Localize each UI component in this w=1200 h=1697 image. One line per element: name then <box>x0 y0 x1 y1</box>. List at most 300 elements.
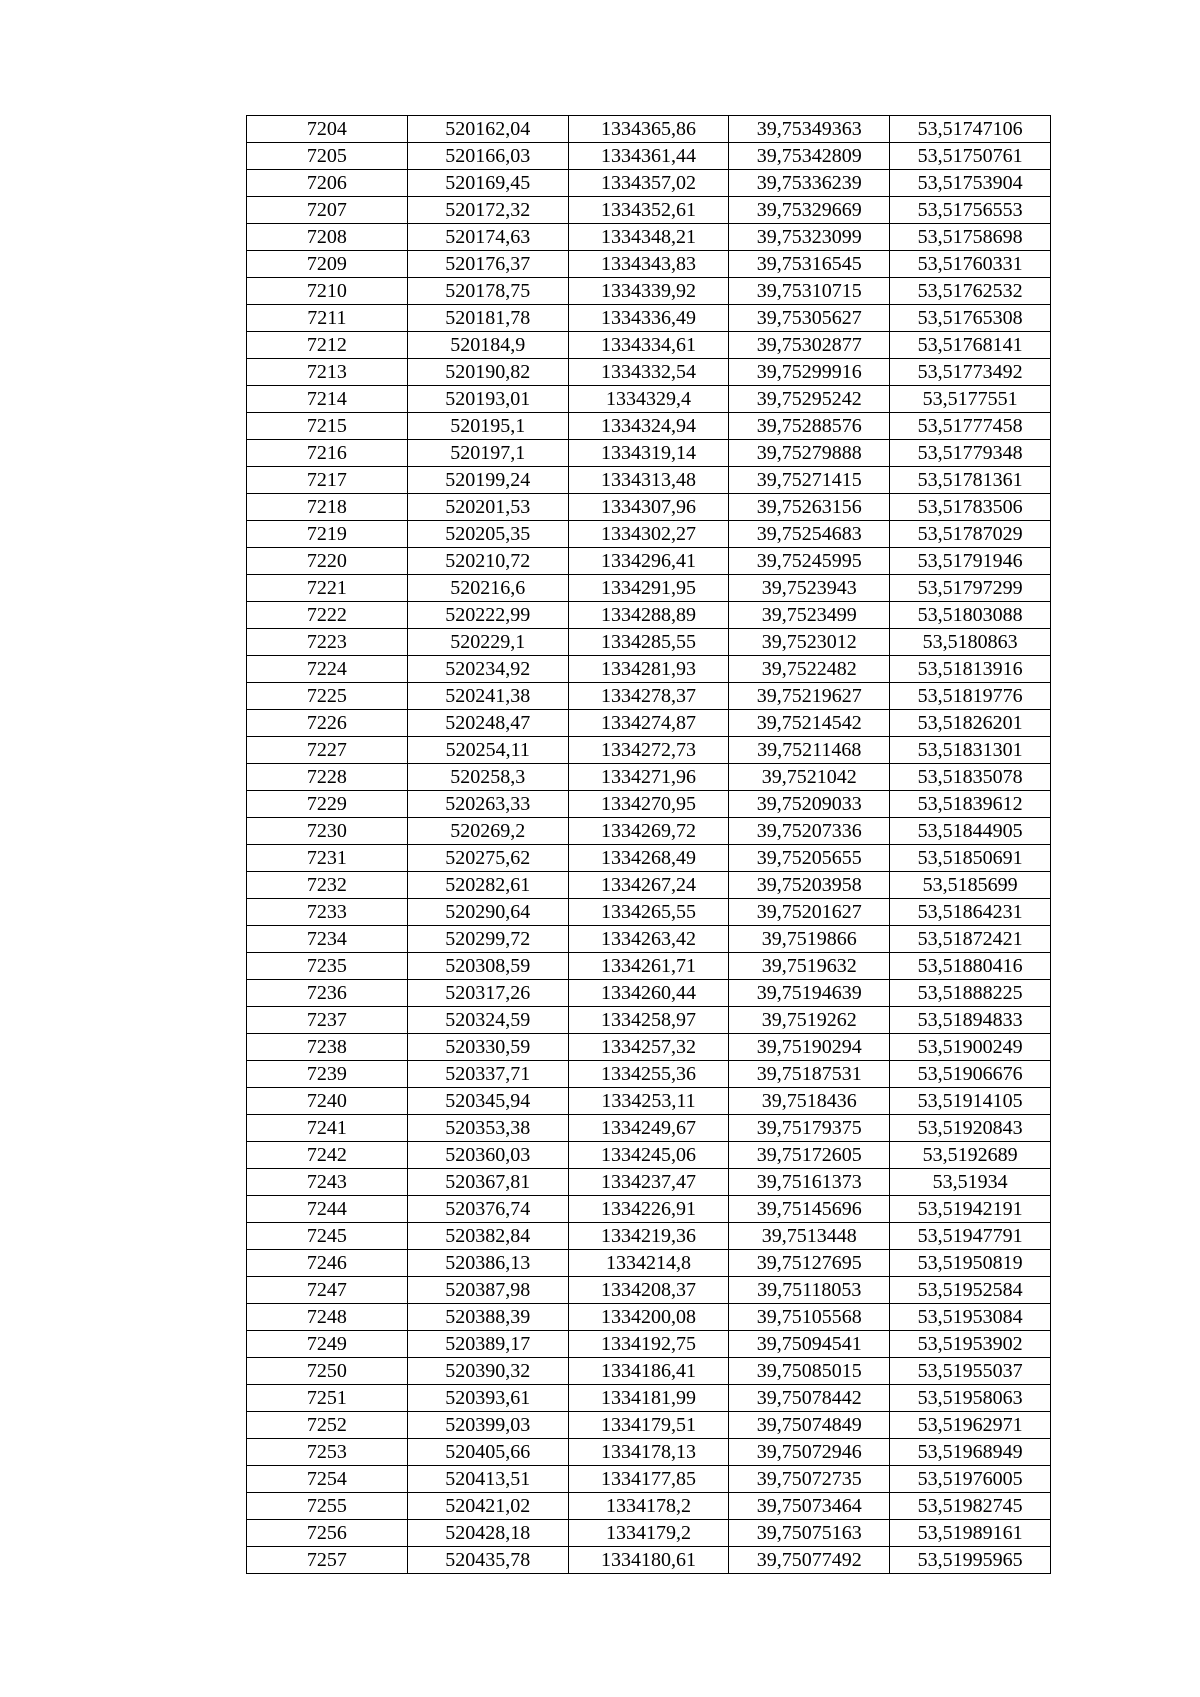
table-row <box>247 872 1051 899</box>
latitude-cell: 53,51844905 <box>890 818 1051 845</box>
longitude-cell: 39,75299916 <box>729 359 890 386</box>
x-coordinate-cell: 520393,61 <box>407 1385 568 1412</box>
table-row <box>247 413 1051 440</box>
table-row <box>247 305 1051 332</box>
point-number-cell: 7252 <box>247 1412 408 1439</box>
point-number-cell: 7218 <box>247 494 408 521</box>
longitude-cell: 39,75349363 <box>729 116 890 143</box>
latitude-cell: 53,51947791 <box>890 1223 1051 1250</box>
y-coordinate-cell: 1334265,55 <box>568 899 729 926</box>
point-number-cell: 7219 <box>247 521 408 548</box>
point-number-cell: 7231 <box>247 845 408 872</box>
longitude-cell: 39,75072735 <box>729 1466 890 1493</box>
x-coordinate-cell: 520353,38 <box>407 1115 568 1142</box>
y-coordinate-cell: 1334268,49 <box>568 845 729 872</box>
longitude-cell: 39,75214542 <box>729 710 890 737</box>
latitude-cell: 53,51906676 <box>890 1061 1051 1088</box>
table-row <box>247 1331 1051 1358</box>
x-coordinate-cell: 520405,66 <box>407 1439 568 1466</box>
latitude-cell: 53,51750761 <box>890 143 1051 170</box>
longitude-cell: 39,75201627 <box>729 899 890 926</box>
table-row <box>247 683 1051 710</box>
longitude-cell: 39,7523943 <box>729 575 890 602</box>
latitude-cell: 53,51813916 <box>890 656 1051 683</box>
table-row <box>247 440 1051 467</box>
x-coordinate-cell: 520205,35 <box>407 521 568 548</box>
y-coordinate-cell: 1334208,37 <box>568 1277 729 1304</box>
table-row <box>247 1412 1051 1439</box>
latitude-cell: 53,5185699 <box>890 872 1051 899</box>
latitude-cell: 53,51880416 <box>890 953 1051 980</box>
point-number-cell: 7242 <box>247 1142 408 1169</box>
point-number-cell: 7247 <box>247 1277 408 1304</box>
y-coordinate-cell: 1334178,2 <box>568 1493 729 1520</box>
longitude-cell: 39,75205655 <box>729 845 890 872</box>
latitude-cell: 53,51942191 <box>890 1196 1051 1223</box>
table-row <box>247 278 1051 305</box>
y-coordinate-cell: 1334249,67 <box>568 1115 729 1142</box>
point-number-cell: 7229 <box>247 791 408 818</box>
y-coordinate-cell: 1334237,47 <box>568 1169 729 1196</box>
y-coordinate-cell: 1334219,36 <box>568 1223 729 1250</box>
latitude-cell: 53,51962971 <box>890 1412 1051 1439</box>
y-coordinate-cell: 1334177,85 <box>568 1466 729 1493</box>
point-number-cell: 7248 <box>247 1304 408 1331</box>
longitude-cell: 39,7522482 <box>729 656 890 683</box>
table-row <box>247 548 1051 575</box>
y-coordinate-cell: 1334257,32 <box>568 1034 729 1061</box>
x-coordinate-cell: 520308,59 <box>407 953 568 980</box>
point-number-cell: 7234 <box>247 926 408 953</box>
latitude-cell: 53,51989161 <box>890 1520 1051 1547</box>
x-coordinate-cell: 520367,81 <box>407 1169 568 1196</box>
longitude-cell: 39,75085015 <box>729 1358 890 1385</box>
latitude-cell: 53,51777458 <box>890 413 1051 440</box>
latitude-cell: 53,51762532 <box>890 278 1051 305</box>
y-coordinate-cell: 1334361,44 <box>568 143 729 170</box>
table-row <box>247 1115 1051 1142</box>
x-coordinate-cell: 520275,62 <box>407 845 568 872</box>
latitude-cell: 53,51995965 <box>890 1547 1051 1574</box>
table-row <box>247 467 1051 494</box>
latitude-cell: 53,5177551 <box>890 386 1051 413</box>
table-row <box>247 899 1051 926</box>
x-coordinate-cell: 520435,78 <box>407 1547 568 1574</box>
x-coordinate-cell: 520199,24 <box>407 467 568 494</box>
y-coordinate-cell: 1334307,96 <box>568 494 729 521</box>
latitude-cell: 53,51753904 <box>890 170 1051 197</box>
latitude-cell: 53,51982745 <box>890 1493 1051 1520</box>
x-coordinate-cell: 520386,13 <box>407 1250 568 1277</box>
longitude-cell: 39,75295242 <box>729 386 890 413</box>
table-row <box>247 1277 1051 1304</box>
x-coordinate-cell: 520330,59 <box>407 1034 568 1061</box>
point-number-cell: 7206 <box>247 170 408 197</box>
longitude-cell: 39,75105568 <box>729 1304 890 1331</box>
x-coordinate-cell: 520399,03 <box>407 1412 568 1439</box>
latitude-cell: 53,51934 <box>890 1169 1051 1196</box>
y-coordinate-cell: 1334334,61 <box>568 332 729 359</box>
table-row <box>247 251 1051 278</box>
x-coordinate-cell: 520169,45 <box>407 170 568 197</box>
x-coordinate-cell: 520234,92 <box>407 656 568 683</box>
table-row <box>247 656 1051 683</box>
point-number-cell: 7233 <box>247 899 408 926</box>
table-row <box>247 791 1051 818</box>
point-number-cell: 7211 <box>247 305 408 332</box>
point-number-cell: 7226 <box>247 710 408 737</box>
table-row <box>247 494 1051 521</box>
y-coordinate-cell: 1334329,4 <box>568 386 729 413</box>
y-coordinate-cell: 1334270,95 <box>568 791 729 818</box>
longitude-cell: 39,75245995 <box>729 548 890 575</box>
latitude-cell: 53,51803088 <box>890 602 1051 629</box>
longitude-cell: 39,75203958 <box>729 872 890 899</box>
longitude-cell: 39,7519632 <box>729 953 890 980</box>
longitude-cell: 39,7519866 <box>729 926 890 953</box>
longitude-cell: 39,75078442 <box>729 1385 890 1412</box>
y-coordinate-cell: 1334271,96 <box>568 764 729 791</box>
table-row <box>247 575 1051 602</box>
latitude-cell: 53,51872421 <box>890 926 1051 953</box>
x-coordinate-cell: 520382,84 <box>407 1223 568 1250</box>
longitude-cell: 39,75323099 <box>729 224 890 251</box>
point-number-cell: 7208 <box>247 224 408 251</box>
longitude-cell: 39,75207336 <box>729 818 890 845</box>
table-row <box>247 1196 1051 1223</box>
y-coordinate-cell: 1334302,27 <box>568 521 729 548</box>
table-row <box>247 953 1051 980</box>
point-number-cell: 7251 <box>247 1385 408 1412</box>
x-coordinate-cell: 520345,94 <box>407 1088 568 1115</box>
x-coordinate-cell: 520413,51 <box>407 1466 568 1493</box>
point-number-cell: 7246 <box>247 1250 408 1277</box>
latitude-cell: 53,5192689 <box>890 1142 1051 1169</box>
longitude-cell: 39,75074849 <box>729 1412 890 1439</box>
table-row <box>247 1250 1051 1277</box>
latitude-cell: 53,51797299 <box>890 575 1051 602</box>
point-number-cell: 7209 <box>247 251 408 278</box>
longitude-cell: 39,75094541 <box>729 1331 890 1358</box>
table-row <box>247 737 1051 764</box>
longitude-cell: 39,75336239 <box>729 170 890 197</box>
point-number-cell: 7213 <box>247 359 408 386</box>
longitude-cell: 39,75075163 <box>729 1520 890 1547</box>
table-row <box>247 1439 1051 1466</box>
y-coordinate-cell: 1334263,42 <box>568 926 729 953</box>
latitude-cell: 53,51747106 <box>890 116 1051 143</box>
point-number-cell: 7243 <box>247 1169 408 1196</box>
longitude-cell: 39,7523499 <box>729 602 890 629</box>
point-number-cell: 7249 <box>247 1331 408 1358</box>
coordinates-table <box>246 115 1051 1574</box>
point-number-cell: 7228 <box>247 764 408 791</box>
x-coordinate-cell: 520390,32 <box>407 1358 568 1385</box>
longitude-cell: 39,75279888 <box>729 440 890 467</box>
y-coordinate-cell: 1334296,41 <box>568 548 729 575</box>
latitude-cell: 53,51779348 <box>890 440 1051 467</box>
longitude-cell: 39,75342809 <box>729 143 890 170</box>
table-row <box>247 1169 1051 1196</box>
latitude-cell: 53,51831301 <box>890 737 1051 764</box>
y-coordinate-cell: 1334365,86 <box>568 116 729 143</box>
longitude-cell: 39,75077492 <box>729 1547 890 1574</box>
latitude-cell: 53,51835078 <box>890 764 1051 791</box>
longitude-cell: 39,75263156 <box>729 494 890 521</box>
point-number-cell: 7217 <box>247 467 408 494</box>
latitude-cell: 53,51914105 <box>890 1088 1051 1115</box>
y-coordinate-cell: 1334278,37 <box>568 683 729 710</box>
x-coordinate-cell: 520290,64 <box>407 899 568 926</box>
x-coordinate-cell: 520178,75 <box>407 278 568 305</box>
point-number-cell: 7210 <box>247 278 408 305</box>
x-coordinate-cell: 520216,6 <box>407 575 568 602</box>
x-coordinate-cell: 520428,18 <box>407 1520 568 1547</box>
table-row <box>247 818 1051 845</box>
y-coordinate-cell: 1334348,21 <box>568 224 729 251</box>
x-coordinate-cell: 520181,78 <box>407 305 568 332</box>
latitude-cell: 53,51768141 <box>890 332 1051 359</box>
latitude-cell: 53,51953902 <box>890 1331 1051 1358</box>
point-number-cell: 7235 <box>247 953 408 980</box>
y-coordinate-cell: 1334357,02 <box>568 170 729 197</box>
longitude-cell: 39,7513448 <box>729 1223 890 1250</box>
y-coordinate-cell: 1334261,71 <box>568 953 729 980</box>
longitude-cell: 39,75310715 <box>729 278 890 305</box>
longitude-cell: 39,75072946 <box>729 1439 890 1466</box>
point-number-cell: 7237 <box>247 1007 408 1034</box>
table-row <box>247 170 1051 197</box>
point-number-cell: 7230 <box>247 818 408 845</box>
latitude-cell: 53,51952584 <box>890 1277 1051 1304</box>
x-coordinate-cell: 520162,04 <box>407 116 568 143</box>
y-coordinate-cell: 1334313,48 <box>568 467 729 494</box>
point-number-cell: 7238 <box>247 1034 408 1061</box>
point-number-cell: 7227 <box>247 737 408 764</box>
longitude-cell: 39,75172605 <box>729 1142 890 1169</box>
x-coordinate-cell: 520195,1 <box>407 413 568 440</box>
latitude-cell: 53,51756553 <box>890 197 1051 224</box>
y-coordinate-cell: 1334192,75 <box>568 1331 729 1358</box>
coordinates-table-body <box>247 116 1051 1574</box>
y-coordinate-cell: 1334186,41 <box>568 1358 729 1385</box>
longitude-cell: 39,75209033 <box>729 791 890 818</box>
table-row <box>247 1493 1051 1520</box>
point-number-cell: 7224 <box>247 656 408 683</box>
point-number-cell: 7255 <box>247 1493 408 1520</box>
longitude-cell: 39,75316545 <box>729 251 890 278</box>
longitude-cell: 39,75288576 <box>729 413 890 440</box>
table-row <box>247 845 1051 872</box>
table-row <box>247 1358 1051 1385</box>
table-row <box>247 1088 1051 1115</box>
y-coordinate-cell: 1334255,36 <box>568 1061 729 1088</box>
x-coordinate-cell: 520210,72 <box>407 548 568 575</box>
latitude-cell: 53,51864231 <box>890 899 1051 926</box>
longitude-cell: 39,75179375 <box>729 1115 890 1142</box>
table-row <box>247 602 1051 629</box>
latitude-cell: 53,51950819 <box>890 1250 1051 1277</box>
point-number-cell: 7216 <box>247 440 408 467</box>
latitude-cell: 53,51888225 <box>890 980 1051 1007</box>
y-coordinate-cell: 1334339,92 <box>568 278 729 305</box>
longitude-cell: 39,75194639 <box>729 980 890 1007</box>
longitude-cell: 39,75190294 <box>729 1034 890 1061</box>
table-row <box>247 332 1051 359</box>
point-number-cell: 7207 <box>247 197 408 224</box>
point-number-cell: 7236 <box>247 980 408 1007</box>
x-coordinate-cell: 520299,72 <box>407 926 568 953</box>
x-coordinate-cell: 520387,98 <box>407 1277 568 1304</box>
point-number-cell: 7222 <box>247 602 408 629</box>
point-number-cell: 7245 <box>247 1223 408 1250</box>
latitude-cell: 53,51839612 <box>890 791 1051 818</box>
point-number-cell: 7254 <box>247 1466 408 1493</box>
x-coordinate-cell: 520337,71 <box>407 1061 568 1088</box>
latitude-cell: 53,51958063 <box>890 1385 1051 1412</box>
point-number-cell: 7220 <box>247 548 408 575</box>
longitude-cell: 39,75271415 <box>729 467 890 494</box>
latitude-cell: 53,51765308 <box>890 305 1051 332</box>
x-coordinate-cell: 520241,38 <box>407 683 568 710</box>
longitude-cell: 39,75254683 <box>729 521 890 548</box>
y-coordinate-cell: 1334245,06 <box>568 1142 729 1169</box>
y-coordinate-cell: 1334253,11 <box>568 1088 729 1115</box>
x-coordinate-cell: 520176,37 <box>407 251 568 278</box>
latitude-cell: 53,51968949 <box>890 1439 1051 1466</box>
table-row <box>247 224 1051 251</box>
x-coordinate-cell: 520360,03 <box>407 1142 568 1169</box>
latitude-cell: 53,51819776 <box>890 683 1051 710</box>
longitude-cell: 39,75305627 <box>729 305 890 332</box>
x-coordinate-cell: 520174,63 <box>407 224 568 251</box>
longitude-cell: 39,75118053 <box>729 1277 890 1304</box>
y-coordinate-cell: 1334260,44 <box>568 980 729 1007</box>
x-coordinate-cell: 520166,03 <box>407 143 568 170</box>
x-coordinate-cell: 520389,17 <box>407 1331 568 1358</box>
y-coordinate-cell: 1334179,51 <box>568 1412 729 1439</box>
x-coordinate-cell: 520184,9 <box>407 332 568 359</box>
longitude-cell: 39,75219627 <box>729 683 890 710</box>
x-coordinate-cell: 520254,11 <box>407 737 568 764</box>
y-coordinate-cell: 1334200,08 <box>568 1304 729 1331</box>
x-coordinate-cell: 520269,2 <box>407 818 568 845</box>
point-number-cell: 7225 <box>247 683 408 710</box>
y-coordinate-cell: 1334336,49 <box>568 305 729 332</box>
point-number-cell: 7240 <box>247 1088 408 1115</box>
latitude-cell: 53,51787029 <box>890 521 1051 548</box>
y-coordinate-cell: 1334214,8 <box>568 1250 729 1277</box>
x-coordinate-cell: 520282,61 <box>407 872 568 899</box>
longitude-cell: 39,75211468 <box>729 737 890 764</box>
x-coordinate-cell: 520193,01 <box>407 386 568 413</box>
y-coordinate-cell: 1334258,97 <box>568 1007 729 1034</box>
y-coordinate-cell: 1334332,54 <box>568 359 729 386</box>
x-coordinate-cell: 520248,47 <box>407 710 568 737</box>
table-row <box>247 359 1051 386</box>
latitude-cell: 53,51894833 <box>890 1007 1051 1034</box>
x-coordinate-cell: 520263,33 <box>407 791 568 818</box>
longitude-cell: 39,75187531 <box>729 1061 890 1088</box>
y-coordinate-cell: 1334288,89 <box>568 602 729 629</box>
table-row <box>247 1061 1051 1088</box>
longitude-cell: 39,75145696 <box>729 1196 890 1223</box>
latitude-cell: 53,51920843 <box>890 1115 1051 1142</box>
table-row <box>247 386 1051 413</box>
point-number-cell: 7241 <box>247 1115 408 1142</box>
point-number-cell: 7212 <box>247 332 408 359</box>
y-coordinate-cell: 1334285,55 <box>568 629 729 656</box>
y-coordinate-cell: 1334180,61 <box>568 1547 729 1574</box>
point-number-cell: 7221 <box>247 575 408 602</box>
latitude-cell: 53,5180863 <box>890 629 1051 656</box>
latitude-cell: 53,51900249 <box>890 1034 1051 1061</box>
y-coordinate-cell: 1334181,99 <box>568 1385 729 1412</box>
y-coordinate-cell: 1334319,14 <box>568 440 729 467</box>
x-coordinate-cell: 520258,3 <box>407 764 568 791</box>
y-coordinate-cell: 1334324,94 <box>568 413 729 440</box>
y-coordinate-cell: 1334274,87 <box>568 710 729 737</box>
point-number-cell: 7244 <box>247 1196 408 1223</box>
table-row <box>247 1385 1051 1412</box>
latitude-cell: 53,51783506 <box>890 494 1051 521</box>
point-number-cell: 7256 <box>247 1520 408 1547</box>
y-coordinate-cell: 1334226,91 <box>568 1196 729 1223</box>
longitude-cell: 39,7519262 <box>729 1007 890 1034</box>
latitude-cell: 53,51850691 <box>890 845 1051 872</box>
table-row <box>247 1520 1051 1547</box>
y-coordinate-cell: 1334267,24 <box>568 872 729 899</box>
table-row <box>247 197 1051 224</box>
y-coordinate-cell: 1334179,2 <box>568 1520 729 1547</box>
table-row <box>247 1142 1051 1169</box>
x-coordinate-cell: 520376,74 <box>407 1196 568 1223</box>
point-number-cell: 7253 <box>247 1439 408 1466</box>
table-row <box>247 980 1051 1007</box>
point-number-cell: 7214 <box>247 386 408 413</box>
point-number-cell: 7215 <box>247 413 408 440</box>
latitude-cell: 53,51758698 <box>890 224 1051 251</box>
y-coordinate-cell: 1334178,13 <box>568 1439 729 1466</box>
y-coordinate-cell: 1334343,83 <box>568 251 729 278</box>
point-number-cell: 7204 <box>247 116 408 143</box>
x-coordinate-cell: 520222,99 <box>407 602 568 629</box>
point-number-cell: 7205 <box>247 143 408 170</box>
x-coordinate-cell: 520172,32 <box>407 197 568 224</box>
y-coordinate-cell: 1334352,61 <box>568 197 729 224</box>
table-row <box>247 143 1051 170</box>
x-coordinate-cell: 520324,59 <box>407 1007 568 1034</box>
latitude-cell: 53,51773492 <box>890 359 1051 386</box>
longitude-cell: 39,75127695 <box>729 1250 890 1277</box>
table-row <box>247 116 1051 143</box>
latitude-cell: 53,51826201 <box>890 710 1051 737</box>
longitude-cell: 39,7518436 <box>729 1088 890 1115</box>
x-coordinate-cell: 520190,82 <box>407 359 568 386</box>
point-number-cell: 7223 <box>247 629 408 656</box>
longitude-cell: 39,75073464 <box>729 1493 890 1520</box>
latitude-cell: 53,51760331 <box>890 251 1051 278</box>
x-coordinate-cell: 520388,39 <box>407 1304 568 1331</box>
latitude-cell: 53,51953084 <box>890 1304 1051 1331</box>
table-row <box>247 1223 1051 1250</box>
table-row <box>247 1034 1051 1061</box>
x-coordinate-cell: 520421,02 <box>407 1493 568 1520</box>
table-row <box>247 1547 1051 1574</box>
latitude-cell: 53,51791946 <box>890 548 1051 575</box>
latitude-cell: 53,51781361 <box>890 467 1051 494</box>
table-row <box>247 1466 1051 1493</box>
